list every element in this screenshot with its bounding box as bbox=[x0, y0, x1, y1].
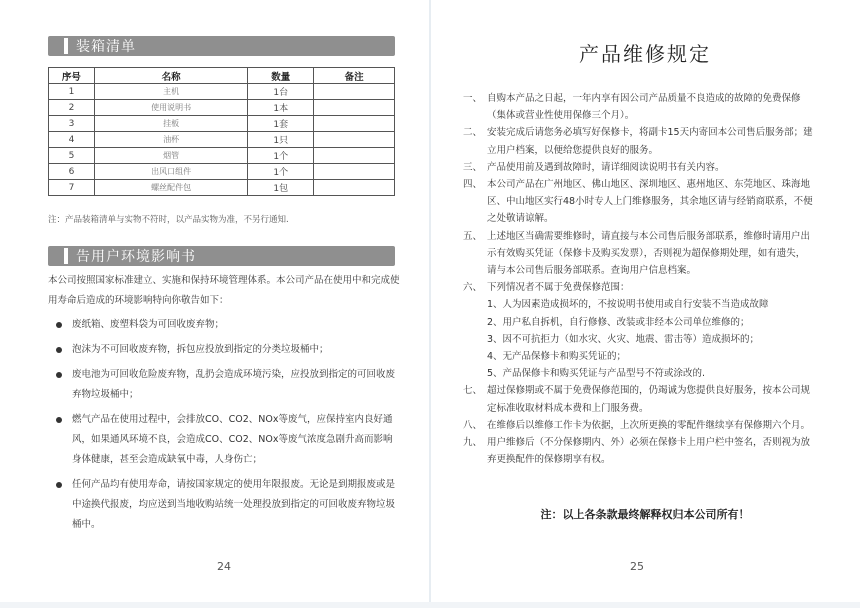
list-item bbox=[56, 365, 400, 405]
packing-list-note: 注：产品装箱清单与实物不符时，以产品实物为准，不另行通知. bbox=[48, 215, 289, 225]
table-row bbox=[49, 180, 395, 196]
sub-rule-item: 4、无产品保修卡和购买凭证的； bbox=[487, 351, 627, 363]
sub-rule-item: 5、产品保修卡和购买凭证与产品型号不符或涂改的. bbox=[487, 368, 706, 380]
rule-text: 本公司产品在广州地区、佛山地区、深圳地区、惠州地区、东莞地区、珠海地区、中山地区实行48小时专人上门维修服务，其余地区请与经销商联系，不便之处敬请谅解。 bbox=[487, 179, 813, 225]
sub-rule-item: 2、用户私自拆机，自行修修、改装或非经本公司单位维修的； bbox=[487, 316, 750, 328]
rule-label: 五、 bbox=[463, 230, 483, 242]
row-no: 4 bbox=[49, 132, 95, 148]
row-name: 出风口组件 bbox=[94, 164, 248, 180]
row-name: 主机 bbox=[94, 84, 248, 100]
row-note bbox=[314, 164, 395, 180]
row-note bbox=[314, 84, 395, 100]
rule-item bbox=[463, 228, 813, 280]
rule-item bbox=[463, 176, 813, 228]
header-name: 名称 bbox=[94, 68, 248, 84]
list-item bbox=[56, 315, 400, 335]
page-number-right: 25 bbox=[630, 560, 644, 573]
row-note bbox=[314, 180, 395, 196]
header-note: 备注 bbox=[314, 68, 395, 84]
row-note bbox=[314, 100, 395, 116]
row-no: 6 bbox=[49, 164, 95, 180]
rule-item bbox=[463, 159, 813, 176]
row-note bbox=[314, 116, 395, 132]
row-qty: 1台 bbox=[248, 84, 314, 100]
bullet-icon bbox=[56, 417, 62, 423]
rule-text: 下列情况者不属于免费保修范围： bbox=[487, 282, 630, 294]
rule-text: 产品使用前及遇到故障时，请详细阅读说明书有关内容。 bbox=[487, 161, 725, 173]
section-marker bbox=[64, 38, 68, 54]
row-no: 5 bbox=[49, 148, 95, 164]
row-qty: 1包 bbox=[248, 180, 314, 196]
rule-label: 三、 bbox=[463, 161, 483, 173]
rule-item bbox=[463, 124, 813, 158]
row-qty: 1只 bbox=[248, 132, 314, 148]
row-name: 螺丝配件包 bbox=[94, 180, 248, 196]
list-item bbox=[56, 410, 400, 470]
table-row bbox=[49, 116, 395, 132]
bullet-icon bbox=[56, 347, 62, 353]
rule-label: 九、 bbox=[463, 437, 483, 449]
packing-list-title: 装箱清单 bbox=[76, 39, 136, 55]
repair-rules-title: 产品维修规定 bbox=[579, 42, 711, 66]
rule-text: 自购本产品之日起，一年内享有因公司产品质量不良造成的故障的免费保修（集体或营业性使用保修三个月）。 bbox=[487, 93, 801, 122]
sub-rule-item: 3、因不可抗拒力（如水灾、火灾、地震、雷击等）造成损坏的； bbox=[487, 333, 760, 345]
row-qty: 1本 bbox=[248, 100, 314, 116]
rule-text: 上述地区当确需要维修时，请直接与本公司售后服务部联系，维修时请用户出示有效购买凭证（保修卡及购买发票），否则视为超保修期处理，如有遗失，请与本公司售后服务部联系。查询用户信息档案。 bbox=[487, 230, 811, 277]
bullet-icon bbox=[56, 322, 62, 328]
row-note bbox=[314, 132, 395, 148]
list-item-text: 泡沫为不可回收废弃物，拆包应投放到指定的分类垃圾桶中； bbox=[72, 344, 329, 355]
rule-label: 六、 bbox=[463, 282, 483, 294]
header-qty: 数量 bbox=[248, 68, 314, 84]
rule-text: 超过保修期或不属于免费保修范围的，仍竭诚为您提供良好服务，按本公司规定标准收取材料成本费和上门服务费。 bbox=[487, 385, 811, 414]
final-disclaimer: 注：以上各条款最终解释权归本公司所有！ bbox=[540, 508, 750, 521]
rule-item bbox=[463, 434, 813, 468]
packing-list-table bbox=[48, 67, 395, 196]
row-name: 使用说明书 bbox=[94, 100, 248, 116]
row-no: 2 bbox=[49, 100, 95, 116]
list-item-text: 废纸箱、废塑料袋为可回收废弃物； bbox=[72, 319, 225, 330]
rule-item bbox=[463, 90, 813, 124]
bullet-icon bbox=[56, 372, 62, 378]
rule-label: 二、 bbox=[463, 127, 483, 139]
rule-text: 在维修后以维修工作卡为依据，上次所更换的零配件继续享有保修期六个月。 bbox=[487, 419, 811, 431]
rule-text: 安装完成后请您务必填写好保修卡，将副卡15天内寄回本公司售后服务部；建立用户档案，以便给您提供良好的服务。 bbox=[487, 127, 813, 156]
table-row bbox=[49, 132, 395, 148]
row-name: 烟管 bbox=[94, 148, 248, 164]
rule-label: 四、 bbox=[463, 179, 483, 191]
list-item-text: 废电池为可回收危险废弃物，乱扔会造成环境污染，应投放到指定的可回收废弃物垃圾桶中； bbox=[72, 369, 396, 400]
env-impact-title: 告用户环境影响书 bbox=[76, 249, 196, 265]
row-no: 3 bbox=[49, 116, 95, 132]
list-item-text: 任何产品均有使用寿命，请按国家规定的使用年限报废。无论是到期报废或是中途换代报废，均应送到当地收购站统一处理投放到指定的可回收废弃物垃圾桶中。 bbox=[72, 479, 396, 530]
table-header-row bbox=[49, 68, 395, 84]
row-note bbox=[314, 148, 395, 164]
table-row bbox=[49, 164, 395, 180]
row-qty: 1套 bbox=[248, 116, 314, 132]
rule-label: 八、 bbox=[463, 419, 483, 431]
page-number-left: 24 bbox=[217, 560, 231, 573]
env-impact-list bbox=[56, 315, 400, 540]
rule-item bbox=[463, 417, 813, 434]
table-row bbox=[49, 148, 395, 164]
bullet-icon bbox=[56, 482, 62, 488]
row-no: 7 bbox=[49, 180, 95, 196]
env-impact-header bbox=[48, 246, 395, 266]
row-name: 挂板 bbox=[94, 116, 248, 132]
header-no: 序号 bbox=[49, 68, 95, 84]
rule-item bbox=[463, 382, 813, 416]
page-bottom-band bbox=[0, 602, 860, 608]
env-impact-intro: 本公司按照国家标准建立、实施和保持环境管理体系。本公司产品在使用中和完成使用寿命后造成的环境影响特向你敬告如下： bbox=[48, 275, 400, 306]
row-name: 油杯 bbox=[94, 132, 248, 148]
row-no: 1 bbox=[49, 84, 95, 100]
list-item bbox=[56, 475, 400, 535]
row-qty: 1个 bbox=[248, 148, 314, 164]
sub-rule-item: 1、人为因素造成损坏的，不按说明书使用或自行安装不当造成故障 bbox=[487, 299, 769, 311]
table-row bbox=[49, 100, 395, 116]
row-qty: 1个 bbox=[248, 164, 314, 180]
rule-text: 用户维修后（不分保修期内、外）必须在保修卡上用户栏中签名，否则视为放弃更换配件的保修期享有权。 bbox=[487, 437, 811, 466]
rule-item bbox=[463, 279, 813, 296]
packing-list-header bbox=[48, 36, 395, 56]
rule-label: 一、 bbox=[463, 93, 483, 104]
section-marker bbox=[64, 248, 68, 264]
list-item bbox=[56, 340, 400, 360]
list-item-text: 燃气产品在使用过程中，会排放CO、CO2、NOx等废气，应保持室内良好通风，如果通风环境不良，会造成CO、CO2、NOx等废气浓度急剧升高而影响身体健康，甚至会造成缺氧中毒，人身伤亡； bbox=[72, 414, 393, 465]
table-row bbox=[49, 84, 395, 100]
repair-rules-list bbox=[463, 90, 813, 468]
rule-label: 七、 bbox=[463, 385, 483, 397]
